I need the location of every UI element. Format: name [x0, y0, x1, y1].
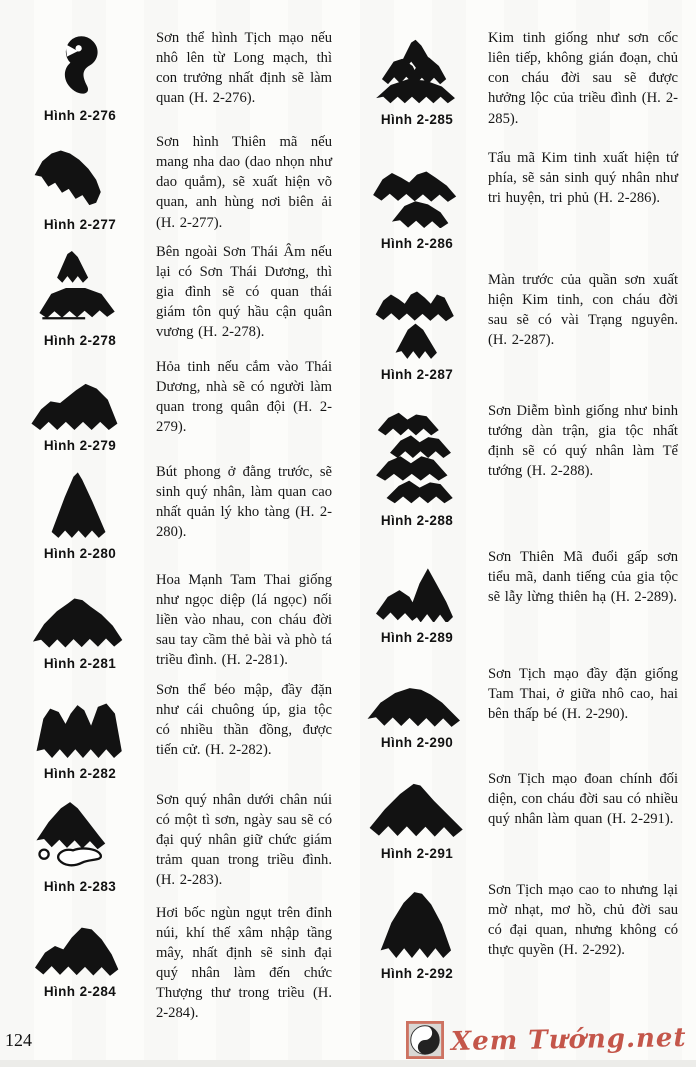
figure-entry	[348, 268, 690, 382]
figure-entry	[6, 130, 348, 233]
left-column	[6, 26, 348, 1030]
figure-block	[6, 568, 154, 671]
figure-caption: Hình 2-283	[43, 878, 117, 894]
figure-block	[6, 26, 154, 123]
figure-caption: Hình 2-286	[380, 235, 454, 251]
entry-text: Sơn hình Thiên mã nếu mang nha dao (dao nhọn như dao quắm), sẽ xuất hiện võ quan, anh hùng nơi biên ải (H. 2-277).	[156, 134, 332, 231]
figure-caption: Hình 2-278	[43, 332, 117, 348]
figure-block	[348, 878, 486, 981]
figure-caption: Hình 2-277	[43, 217, 117, 232]
entry-text: Sơn thể hình Tịch mạo nếu nhô lên từ Long mạch, thì con trưởng nhất định sẽ làm quan (H. 2-276).	[156, 30, 332, 107]
entry-text: Kim tinh giống như sơn cốc liên tiếp, không gián đoạn, chủ con cháu đời sau sẽ được hưởng lộc của triều đình (H. 2-285).	[488, 30, 678, 127]
mountain-figure-2-285-icon	[373, 31, 461, 104]
mountain-figure-2-279-icon	[28, 360, 132, 430]
mountain-figure-2-283-icon	[30, 793, 130, 871]
figure-caption: Hình 2-292	[380, 965, 454, 981]
figure-caption: Hình 2-289	[380, 629, 454, 645]
figure-entry	[6, 678, 348, 781]
figure-caption: Hình 2-291	[380, 845, 454, 861]
entry-text: Hơi bốc ngùn ngụt trên đỉnh núi, khí thế xâm nhập tầng mây, nhất định sẽ sinh đại quý nhân làm đến chức Thượng thư trong triều (H. 2-284).	[156, 904, 332, 1022]
figure-entry	[348, 767, 690, 861]
entry-text: Sơn Diễm bình giống như binh tướng dàn trận, gia tộc nhất định sẽ có quý nhân làm Tể tướng (H. 2-288).	[488, 402, 678, 479]
right-column	[348, 26, 690, 1030]
mountain-figure-2-286-icon	[370, 151, 464, 228]
yin-yang-icon	[406, 1021, 444, 1059]
figure-caption: Hình 2-288	[380, 512, 454, 528]
figure-entry	[6, 460, 348, 561]
watermark-site-name: Xem Tướng.net	[450, 1022, 687, 1058]
mountain-figure-2-289-icon	[371, 550, 463, 622]
figure-entry	[6, 901, 348, 1024]
figure-block	[6, 355, 154, 453]
figure-caption: Hình 2-287	[380, 366, 454, 382]
figure-block	[348, 767, 486, 861]
mountain-figure-2-278-icon	[32, 245, 128, 325]
mountain-figure-2-290-icon	[364, 667, 470, 727]
mountain-figure-2-276-icon	[47, 31, 113, 100]
watermark	[406, 1021, 686, 1059]
figure-caption: Hình 2-282	[43, 765, 117, 781]
figure-entry	[6, 26, 348, 123]
entry-text: Sơn thể béo mập, đầy đặn như cái chuông úp, gia tộc có nhiều thần đồng, được tiến cử. (H. 2-282).	[156, 681, 332, 758]
entry-text: Sơn Thiên Mã đuổi gấp sơn tiểu mã, danh tiếng của gia tộc sẽ lẫy lừng thiên hạ (H. 2-289).	[488, 548, 678, 605]
scan-edge-strip	[0, 1060, 696, 1067]
figure-caption: Hình 2-279	[43, 437, 117, 453]
figure-entry	[6, 788, 348, 894]
figure-entry	[348, 399, 690, 528]
entry-text: Bút phong ở đằng trước, sẽ sinh quý nhân, làm quan cao nhất quản lý kho tàng (H. 2-280).	[156, 463, 332, 540]
mountain-figure-2-284-icon	[30, 906, 130, 976]
page-number: 124	[5, 1030, 32, 1050]
figure-block	[6, 240, 154, 348]
figure-block	[348, 268, 486, 382]
figure-caption: Hình 2-285	[380, 112, 454, 127]
entry-text: Sơn Tịch mạo đoan chính đối diện, con cháu đời sau có nhiều quý nhân làm quan (H. 2-291).	[488, 770, 679, 827]
mountain-figure-2-282-icon	[33, 683, 127, 758]
mountain-figure-2-291-icon	[366, 772, 468, 838]
figure-block	[348, 399, 486, 528]
figure-block	[348, 662, 486, 750]
mountain-figure-2-288-icon	[369, 404, 465, 505]
figure-caption: Hình 2-276	[43, 108, 117, 123]
two-column-layout	[6, 26, 690, 1030]
figure-entry	[348, 878, 690, 981]
figure-block	[348, 545, 486, 645]
figure-entry	[348, 662, 690, 750]
figure-entry	[6, 568, 348, 671]
entry-text: Hoa Mạnh Tam Thai giống như ngọc diệp (lá ngọc) nối liền vào nhau, con cháu đời sau tay cầm thẻ bài và phò tá triều đình. (H. 2-281).	[156, 571, 332, 669]
mountain-figure-2-280-icon	[40, 465, 120, 538]
figure-block	[348, 146, 486, 251]
figure-block	[6, 788, 154, 894]
entry-text: Bên ngoài Sơn Thái Âm nếu lại có Sơn Thái Dương, thì gia đình sẽ có quan thái giám tôn quý hầu cận quân vương (H. 2-278).	[156, 243, 332, 341]
mountain-figure-2-292-icon	[373, 883, 461, 958]
entry-text: Tẩu mã Kim tinh xuất hiện tứ phía, sẽ sản sinh quý nhân như tri huyện, tri phủ (H. 2-286).	[488, 149, 678, 206]
entry-text: Sơn quý nhân dưới chân núi có một tì sơn, ngày sau sẽ có đại quý nhân giữ chức giám trảm quan trong triều đình. (H. 2-283).	[156, 791, 332, 889]
figure-entry	[348, 146, 690, 251]
entry-text: Sơn Tịch mạo cao to nhưng lại mờ nhạt, mơ hồ, chủ đời sau có đại quan, nhưng không có thực quyền (H. 2-292).	[488, 881, 678, 958]
entry-text: Màn trước của quần sơn xuất hiện Kim tinh, con cháu đời sau sẽ có vài Trạng nguyên. (H. 2-287).	[488, 271, 678, 348]
entry-text: Hỏa tinh nếu cắm vào Thái Dương, nhà sẽ có người làm quan trong quân đội (H. 2-279).	[156, 358, 332, 435]
figure-entry	[6, 355, 348, 453]
entry-text: Sơn Tịch mạo đầy đặn giống Tam Thai, ở giữa nhô cao, hai bên thấp bé (H. 2-290).	[488, 665, 678, 722]
mountain-figure-2-287-icon	[371, 273, 463, 359]
figure-entry	[348, 545, 690, 645]
figure-block	[6, 460, 154, 561]
figure-caption: Hình 2-290	[380, 734, 454, 750]
figure-block	[6, 901, 154, 999]
figure-block	[6, 130, 154, 232]
figure-caption: Hình 2-280	[43, 545, 117, 561]
figure-caption: Hình 2-281	[43, 655, 117, 671]
figure-entry	[348, 26, 690, 129]
mountain-figure-2-281-icon	[28, 573, 132, 648]
figure-caption: Hình 2-284	[43, 983, 117, 999]
figure-block	[348, 26, 486, 127]
mountain-figure-2-277-icon	[30, 135, 130, 209]
figure-entry	[6, 240, 348, 348]
figure-block	[6, 678, 154, 781]
